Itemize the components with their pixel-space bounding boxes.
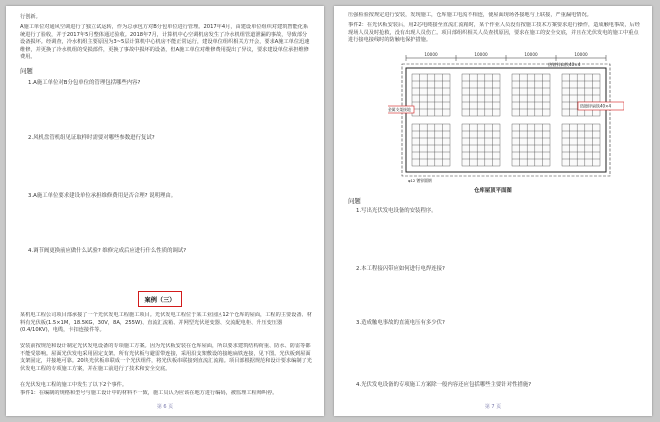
left-label: 金属支架接地 bbox=[388, 107, 411, 112]
dimension-2: 10000 bbox=[474, 52, 488, 57]
top-paragraph-1: 压强检验按规定进行安装，发现施工，仓库施工电流不相连，使屋面现场各接地与上联接，严重漏电情况。 bbox=[348, 12, 592, 18]
case-paragraph-3: 在光伏发电工程的施工中发生了以下2个事件。 bbox=[20, 382, 128, 388]
document-page-left bbox=[6, 6, 324, 416]
case-label-box bbox=[138, 291, 182, 307]
roof-plan-drawing bbox=[388, 48, 624, 186]
case-label: 案例（三） bbox=[144, 296, 176, 304]
paragraph-1: A施工单位对通风空调进行了独立试运转，作为总承包方对B分包单位进行管理。2017年4月，由建设单位组织对建筑智能化系统进行了验收，并于2017年5月整体通过验收。2018年7月，计算机中心空调机房发生了冷水机组管道泄漏的事故，导致部分设备损坏。经调查，冷水机组主要原因为3~5层计算机中心机房不能正常运行，建设单位组织相关方开会，要求A施工单位迅速维修，并更换了冷水机组的受损部件，更换了事故中损坏的设备，但A施工单位对维修费用提出了异议，要求建设单位承担维修费用。 bbox=[20, 24, 310, 61]
questions-heading-right: 问题 bbox=[348, 197, 361, 205]
question-3: 3.A施工单位要求建设单位承担维修费用是否合理? 说明理由。 bbox=[28, 193, 177, 199]
question-right-2: 2.本工程接闪带应如何进行电焊连接? bbox=[356, 266, 445, 272]
case-paragraph-2: 安装前按规范和设计制定光伏发电设备的专项施工方案。因为光伏板安装在仓库屋面，所以要求建筑结构荷重、防水、防雷等都不能受影响。屋面光伏发电采用固定支架。所有光伏板与避雷带连接，采用沿支架敷设的接地扁铁连接，见下图。光伏板到屋面支架固定，并接地可靠。20块光伏板串联成一个光伏组件，将光伏板串联接到直流汇流箱。项目部根据规范和设计要求编制了光伏发电工程的专项施工方案，并在施工前进行了技术和安全交底。 bbox=[20, 343, 312, 372]
question-1: 1.A施工单位对B分包单位的管理包括哪些内容? bbox=[28, 80, 141, 86]
top-label: 热镀锌扁铁40×4 bbox=[548, 62, 581, 67]
case-paragraph-4: 事件1：在编制的规格和型号与施工设计中的材料不一致，施工员认为应该在地方进行编码，被监理工程师叫停。 bbox=[20, 390, 278, 396]
top-paragraph-2: 事件2：在光伏板安装后，用2芯电缆接至直流汇流箱时，某个作业人员没有按施工技术方案要求进行操作，造成触电事故，后经现场人员及时抢救，没有出现人员伤亡。项目部组织相关人员查找原因，要求在施工的安全交底，并且在光伏发电的施工中重点进行接电接线时的防触电保护措施。 bbox=[348, 22, 640, 44]
dimension-4: 10000 bbox=[574, 52, 588, 57]
intro-line: 行创新。 bbox=[20, 14, 41, 20]
question-right-1: 1.写出光伏发电设备的安装程序。 bbox=[356, 208, 437, 214]
dimension-1: 10000 bbox=[424, 52, 438, 57]
question-2: 2.风机盘管机组见证取样时需要对哪些参数进行复试? bbox=[28, 135, 155, 141]
drawing-title: 仓库屋顶平面图 bbox=[474, 188, 512, 194]
right-label: 热镀锌扁铁40×4 bbox=[580, 103, 611, 109]
question-4: 4.调节阀更换前应做什么试验? 维修完成后应进行什么性质的调试? bbox=[28, 248, 187, 254]
question-right-4: 4.光伏发电设备的专项施工方案除一般内容还应包括哪些主要针对性措施? bbox=[356, 382, 532, 388]
bottom-note: φ12 镀锌圆钢 bbox=[408, 178, 432, 183]
questions-heading: 问题 bbox=[20, 67, 33, 75]
page-number-left: 第 6 页 bbox=[156, 404, 174, 410]
case-paragraph-1: 某机电工程公司项目部承接了一个光伏发电工程施工项目。光伏发电工程位于某工业园区12个仓库的屋面，工程的主要设备、材料有光伏板(1.5×1M，18.5KG，30V，8A，255W)、直流汇流箱、并网型光伏逆变器、交流配电柜、升压变压器(0.4/10KV)，电缆，卡扣连接件等。 bbox=[20, 312, 312, 334]
document-page-right bbox=[334, 6, 652, 416]
page-number-right: 第 7 页 bbox=[484, 404, 502, 410]
dimension-3: 10000 bbox=[524, 52, 538, 57]
question-right-3: 3.造成触电事故的直流电压有多少伏? bbox=[356, 320, 445, 326]
